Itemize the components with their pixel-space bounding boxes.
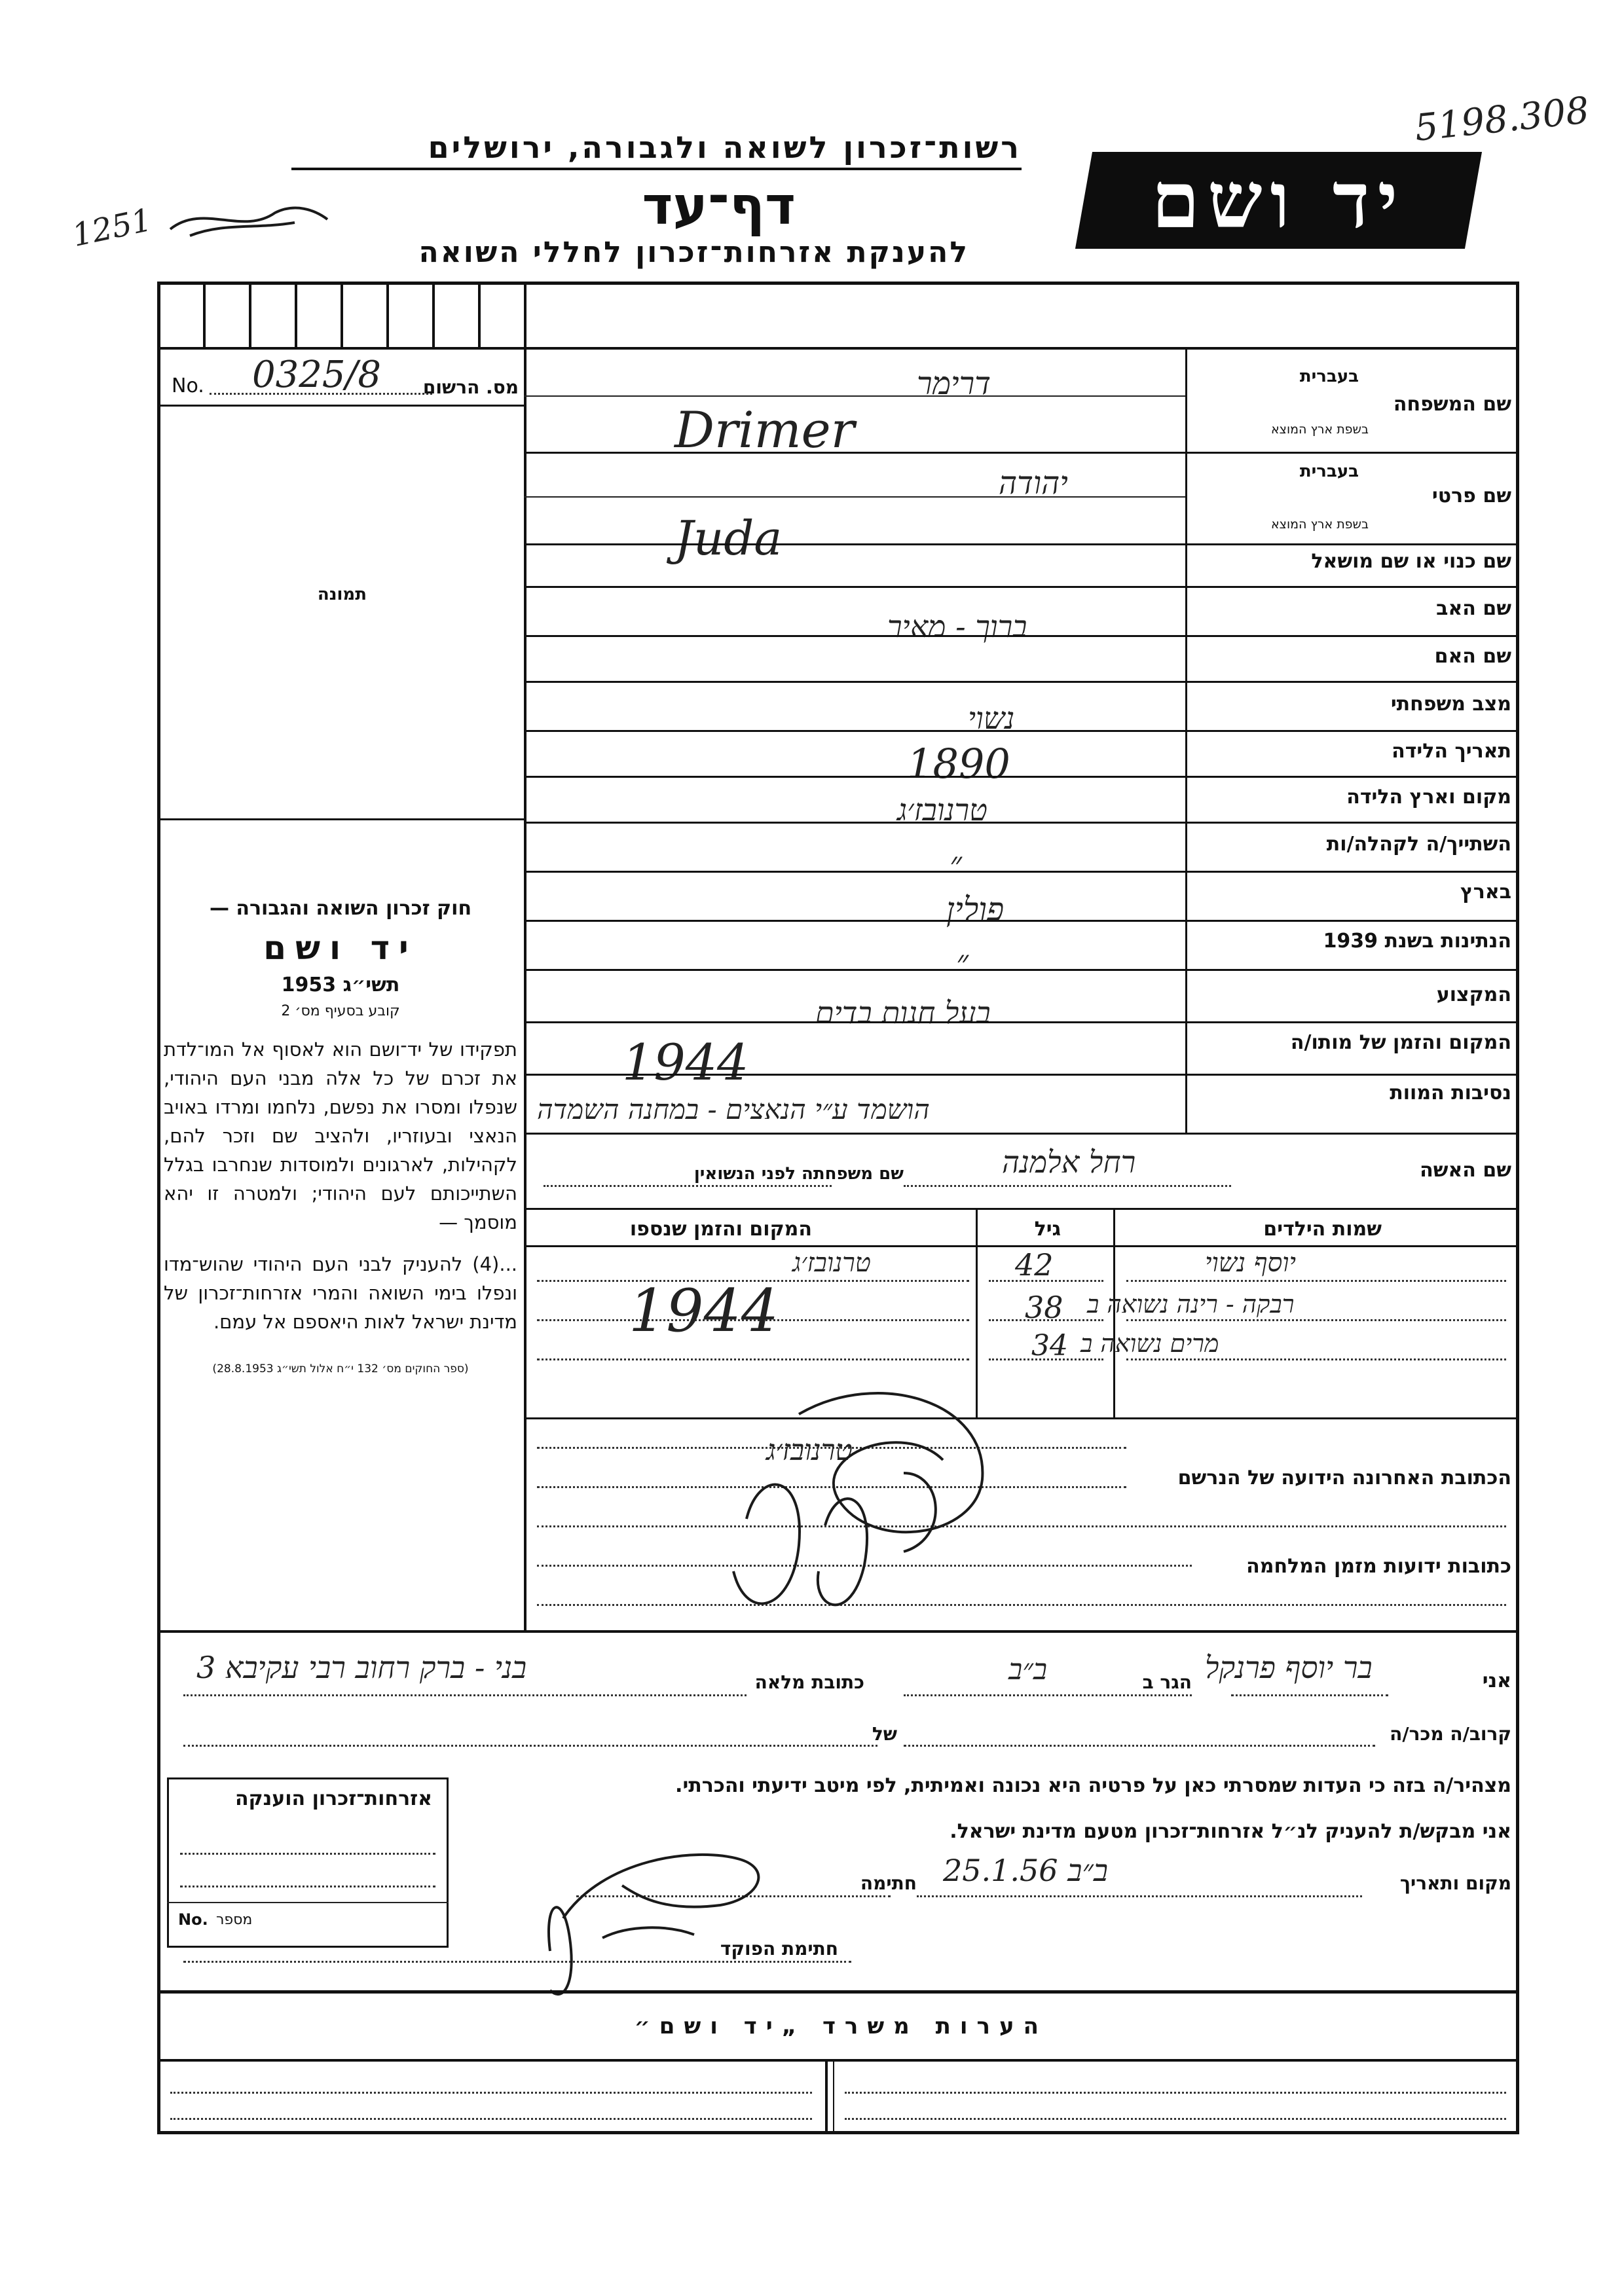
father-value: ברוך - מאיר <box>887 609 1027 644</box>
header-stripe-boxes <box>157 282 524 347</box>
children-place-header: המקום והזמן שנספו <box>629 1218 812 1241</box>
relation-label: קרוב/ה מכר/ה <box>1390 1723 1511 1745</box>
law-paragraph-2: ...(4) להעניק לבני העם היהודי שהוש־מדו ונפלו בימי השואה והמרי אזרחות־זכרון של מדינת ישראל לאות היאספם אל עמם. <box>164 1253 517 1333</box>
law-panel <box>164 897 517 1376</box>
in-hebrew-label-2: בעברית <box>1299 462 1359 481</box>
nickname-label: שם כנוי או שם מושאל <box>1311 550 1511 573</box>
father-label: שם האב <box>1436 597 1511 620</box>
birth-date-label: תאריך הלידה <box>1392 740 1511 763</box>
registration-number: 0325/8 <box>252 354 382 396</box>
photo-label: תמונה <box>317 585 367 604</box>
children-names-header: שמות הילדים <box>1263 1218 1382 1241</box>
family-name-label: שם המשפחה <box>1393 393 1511 416</box>
death-cause-label: נסיבות המוות <box>1390 1082 1511 1104</box>
wartime-address-label: כתובות ידועות מזמן המלחמה <box>1246 1555 1511 1578</box>
form-subtitle: להענקת אזרחות־זכרון לחללי השואה <box>418 236 969 269</box>
place-date-label: מקום ותאריך <box>1399 1872 1511 1894</box>
community-label: השתייך/ה לקהלה/ות <box>1326 833 1511 856</box>
origin-language-label-1: בשפת ארץ המוצא <box>1270 422 1369 437</box>
officer-signature-label: חתימת הפוקד <box>720 1938 838 1959</box>
law-section: קובע בסעיף מס׳ 2 <box>281 1003 400 1019</box>
law-title: חוק זכרון השואה והגבורה — <box>209 897 472 920</box>
death-year: 1944 <box>622 1033 749 1091</box>
last-address-value: טרנובז׳ג <box>766 1434 853 1467</box>
citizenship-1939-value: ״ <box>956 943 969 981</box>
resides-value: ב״ב <box>1008 1653 1048 1686</box>
community-value: ״ <box>950 845 962 883</box>
declarant-signature <box>524 1820 891 2016</box>
registration-label: מס. הרשום <box>422 376 519 398</box>
citizenship-1939-label: הנתינות בשנת 1939 <box>1323 930 1511 953</box>
first-name-latin: Juda <box>674 511 783 566</box>
in-hebrew-label-1: בעברית <box>1299 367 1359 386</box>
full-address-label: כתובת מלאה <box>754 1671 864 1693</box>
child-name-2: רבקה - רינה נשואה ב <box>1087 1290 1295 1319</box>
authority-name: רשות־זכרון לשואה ולגבורה, ירושלים <box>428 130 1022 165</box>
form-title: דף־עד <box>642 175 796 236</box>
yad-vashem-logo: יד ושם <box>1075 152 1482 249</box>
marital-status-label: מצב משפחתי <box>1390 693 1511 716</box>
wife-name-value: רחל אלמנה <box>1002 1144 1136 1180</box>
child-name-3: מרים נשואה ב <box>1080 1329 1219 1358</box>
archive-number: 5198.308 <box>1412 89 1591 150</box>
child-age-3: 34 <box>1031 1329 1068 1362</box>
law-paragraph-1: תפקידו של יד־ושם הוא לאסוף אל המו־לדת את זכרם של כל אלה מבני העם היהודי, שנפלו ומסרו את נפשם, נלחמו ומרדו באויב הנאצי ובעוזריו, ולהציב שם וזכר להם, לקהילות, לארגונים ולמוסדות שנחרבו בגלל השתייכותם לעם היהודי; ולמטרה זו יהא מוסמך — <box>164 1038 517 1233</box>
child-age-1: 42 <box>1015 1247 1054 1283</box>
office-notes-title: הערות משרד „יד ושם״ <box>634 2013 1048 2039</box>
child-year-1: 1944 <box>629 1277 779 1345</box>
witness-scribble <box>707 1375 1126 1637</box>
birth-place-label: מקום וארץ הלידה <box>1346 786 1511 809</box>
wife-name-label: שם האשה <box>1420 1159 1511 1182</box>
family-name-hebrew: דרימר <box>917 365 991 402</box>
signature-label: חתימה <box>860 1872 917 1894</box>
child-place-1: טרנובז׳ג <box>792 1248 871 1278</box>
request-text: אני מבקש/ת להעניק לנ״ל אזרחות־זכרון מטעם מדינת ישראל. <box>950 1820 1511 1843</box>
declarant-i-label: אני <box>1482 1669 1511 1692</box>
child-name-1: יוסף נשוי <box>1205 1248 1296 1278</box>
first-name-hebrew: יהודה <box>999 465 1068 501</box>
death-place-label: המקום והזמן של מותו/ה <box>1290 1031 1511 1054</box>
first-name-label: שם פרטי <box>1431 484 1511 507</box>
marital-status-value: נשוי <box>968 701 1015 736</box>
full-address-value: בני - ברק רחוב רבי עקיבא 3 <box>196 1650 527 1685</box>
of-label: של <box>872 1723 897 1745</box>
country-label: בארץ <box>1460 881 1511 903</box>
citizenship-number-label-he: מספר <box>216 1912 253 1928</box>
citizenship-number-label-en: No. <box>178 1910 208 1929</box>
corner-scribble <box>164 190 334 249</box>
child-age-2: 38 <box>1025 1290 1063 1325</box>
resides-label: הגר ב <box>1142 1671 1192 1693</box>
profession-label: המקצוע <box>1436 983 1511 1006</box>
death-cause-value: הושמד ע״י הנאצים - במחנה השמדה <box>537 1093 930 1125</box>
last-address-label: הכתובת האחרונה הידועה של הנרשם <box>1177 1467 1511 1489</box>
children-age-header: גיל <box>1034 1218 1061 1241</box>
profession-value: בעל חנות בדים <box>815 995 991 1030</box>
place-date-value: ב״ב 25.1.56 <box>943 1853 1109 1888</box>
law-brand: יד ושם <box>263 929 418 967</box>
wife-maiden-label: שם משפחתה לפני הנשואין <box>693 1164 904 1184</box>
citizenship-granted-title: אזרחות־זכרון הוענקה <box>234 1787 432 1810</box>
birth-place-value: טרנובז׳ג <box>897 792 987 828</box>
mother-label: שם האם <box>1434 645 1511 668</box>
law-year: תשי״ג 1953 <box>281 974 400 996</box>
corner-mark: 1251 <box>69 201 155 255</box>
law-footnote: (ספר החוקים מס׳ 132 י״ח אלול תשי״ג 28.8.1953) <box>212 1362 469 1376</box>
origin-language-label-2: בשפת ארץ המוצא <box>1270 517 1369 532</box>
registration-label-en: No. <box>172 374 204 397</box>
family-name-latin: Drimer <box>674 401 855 459</box>
birth-date-value: 1890 <box>907 740 1010 788</box>
declarant-name: בר יוסף פרנקל <box>1205 1650 1373 1685</box>
country-value: פולין <box>946 890 1005 928</box>
declaration-text: מצהיר/ה בזה כי העדות שמסרתי כאן על פרטיה היא נכונה ואמיתית, לפי מיטב ידיעתי והכרתי. <box>675 1774 1511 1797</box>
